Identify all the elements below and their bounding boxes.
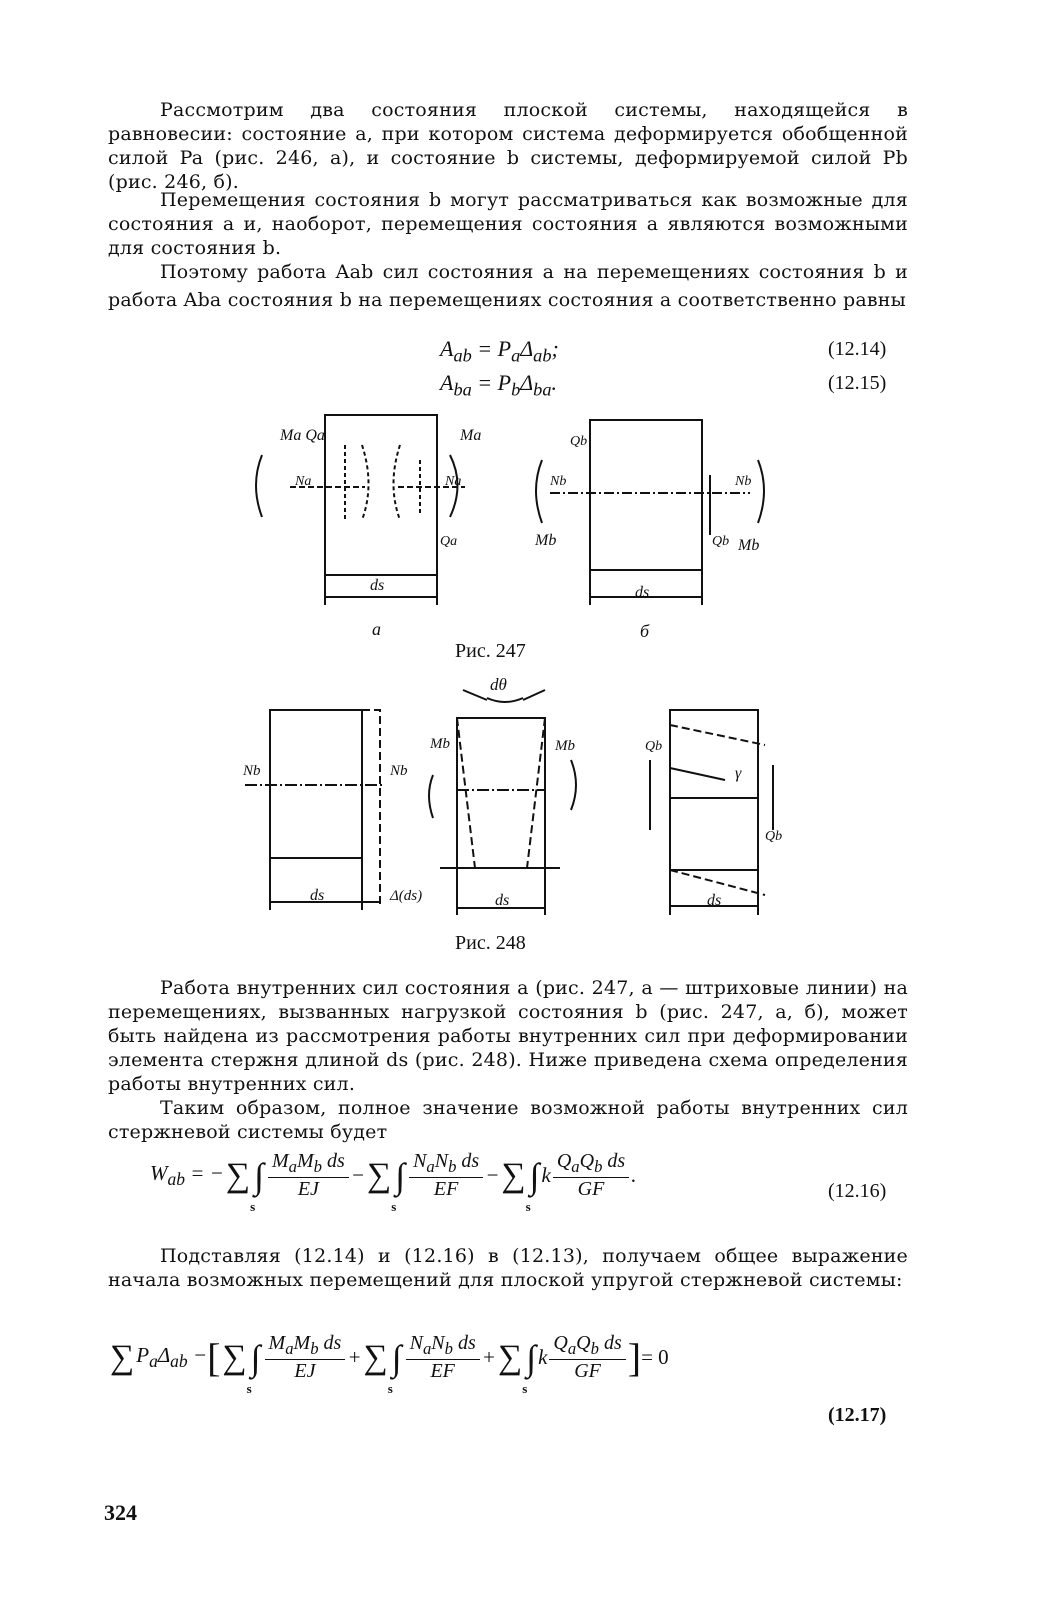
svg-text:γ: γ bbox=[735, 765, 742, 782]
paragraph-6: Подставляя (12.14) и (12.16) в (12.13), получаем общее выражение начала возможных перемещений для плоской упругой стержневой системы: bbox=[108, 1245, 908, 1291]
svg-text:ds: ds bbox=[635, 584, 650, 601]
svg-text:Mb: Mb bbox=[738, 537, 760, 554]
paragraph-3: Поэтому работа Aab сил состояния a на перемещениях состояния b и работа Aba состояния b на перемещениях состояния a соответственно равны bbox=[108, 261, 908, 311]
svg-text:Nb: Nb bbox=[735, 474, 752, 489]
equation-number-12-17: (12.17) bbox=[828, 1404, 887, 1426]
svg-text:dθ: dθ bbox=[490, 675, 507, 694]
figure-248 bbox=[225, 670, 785, 930]
paragraph-4: Работа внутренних сил состояния a (рис. 247, a — штриховые линии) на перемещениях, вызванных нагрузкой состояния b (рис. 247, a, б), может быть найдена из рассмотрения работы внутренних сил при деформировании элемента стержня длиной ds (рис. 248). Ниже приведена схема определения работы внутренних сил. bbox=[108, 977, 908, 1095]
figure-247-label-a: a bbox=[372, 619, 381, 639]
svg-text:Qb: Qb bbox=[712, 534, 730, 549]
paragraph-1: Рассмотрим два состояния плоской системы, находящейся в равновесии: состояние a, при котором система деформируется обобщенной силой Pa (рис. 246, a), и состояние b системы, деформируемой силой Pb (рис. 246, б). bbox=[108, 99, 908, 193]
svg-text:ds: ds bbox=[370, 577, 385, 594]
equation-12-15: $A_{ba} = P_b\Delta_{ba}$. bbox=[440, 370, 557, 400]
equation-number-12-14: (12.14) bbox=[828, 338, 887, 360]
equation-12-17: ∑ $P_a\Delta_{ab}$ − [ ∑ ∫ s $\frac{M_aM_b ds}{EJ}$ + ∑ ∫ s $\frac{N_aN_b ds}{EF}$ + ∑ ∫ s k $\frac{Q_aQ_b ds}{GF}$ ] = 0 bbox=[110, 1332, 669, 1396]
svg-text:Nb: Nb bbox=[390, 763, 408, 779]
equation-number-12-15: (12.15) bbox=[828, 372, 887, 394]
svg-text:Qa: Qa bbox=[440, 534, 458, 549]
page-number: 324 bbox=[104, 1500, 137, 1525]
figure-247-caption: Рис. 247 bbox=[455, 640, 526, 662]
svg-text:Mb: Mb bbox=[555, 738, 575, 754]
paragraph-2: Перемещения состояния b могут рассматриваться как возможные для состояния a и, наоборот, перемещения состояния a являются возможными для состояния b. bbox=[108, 189, 908, 259]
equation-12-14: $A_{ab} = P_a\Delta_{ab}$; bbox=[440, 336, 559, 366]
svg-text:ds: ds bbox=[310, 887, 325, 904]
svg-text:Qb: Qb bbox=[765, 829, 783, 844]
svg-text:ds: ds bbox=[495, 892, 510, 909]
svg-text:Na: Na bbox=[445, 474, 462, 489]
svg-text:Ma: Ma bbox=[460, 427, 482, 444]
svg-text:Mb: Mb bbox=[535, 532, 557, 549]
paragraph-5: Таким образом, полное значение возможной работы внутренних сил стержневой системы будет bbox=[108, 1097, 908, 1143]
svg-text:ds: ds bbox=[707, 892, 722, 909]
svg-text:Na: Na bbox=[295, 474, 312, 489]
svg-text:Mb: Mb bbox=[430, 736, 450, 752]
svg-text:Qb: Qb bbox=[570, 434, 588, 449]
svg-text:Qb: Qb bbox=[645, 739, 663, 754]
svg-text:Δ(ds): Δ(ds) bbox=[390, 888, 423, 904]
equation-12-16: $W_{ab}$ = − ∑ ∫ s $\frac{M_aM_b ds}{EJ}$ − ∑ ∫ s $\frac{N_aN_b ds}{EF}$ − ∑ ∫ s k $\frac{Q_aQ_b ds}{GF}$ . bbox=[150, 1150, 637, 1214]
figure-247 bbox=[250, 405, 810, 650]
svg-text:Nb: Nb bbox=[243, 763, 261, 779]
equation-number-12-16: (12.16) bbox=[828, 1180, 887, 1202]
svg-text:Ma Qa: Ma Qa bbox=[280, 427, 325, 444]
figure-247-label-b: б bbox=[640, 621, 650, 641]
figure-248-caption: Рис. 248 bbox=[455, 932, 526, 954]
svg-text:Nb: Nb bbox=[550, 474, 567, 489]
